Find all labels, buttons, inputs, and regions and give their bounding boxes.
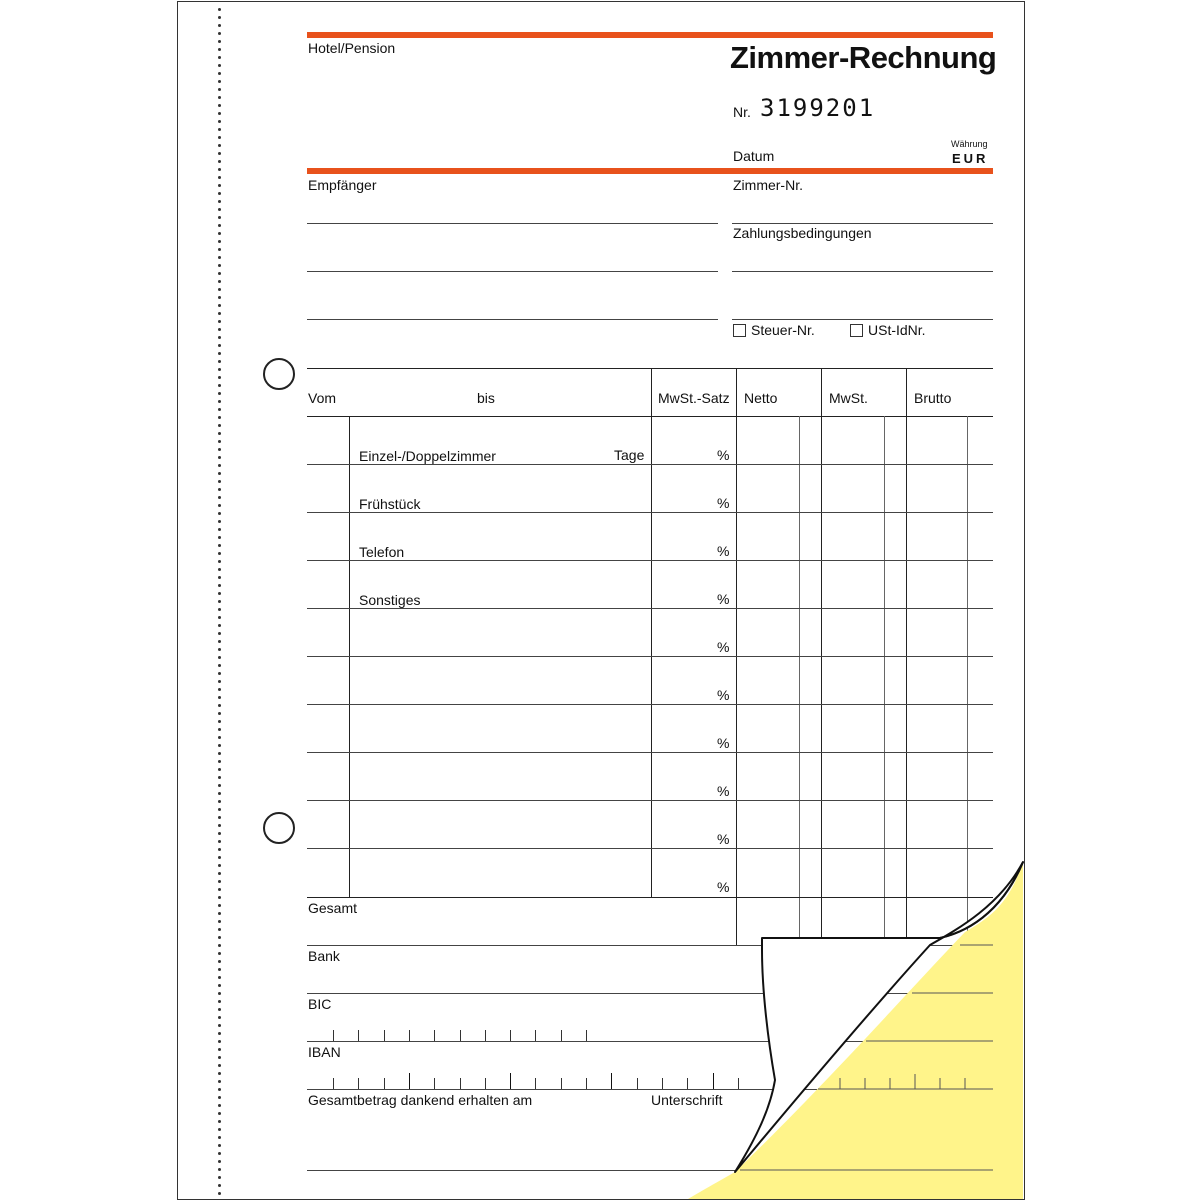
row-percent-sign: % <box>717 591 730 607</box>
bic-label: BIC <box>308 996 332 1012</box>
header-brutto: Brutto <box>914 390 952 406</box>
row-days-label: Tage <box>614 447 645 463</box>
header-netto: Netto <box>744 390 778 406</box>
form-title: Zimmer-Rechnung <box>730 40 997 75</box>
steuer-nr-label: Steuer-Nr. <box>751 322 815 338</box>
row-percent-sign: % <box>717 639 730 655</box>
row-percent-sign: % <box>717 495 730 511</box>
waehrung-label: Währung <box>951 139 988 149</box>
datum-label[interactable]: Datum <box>733 148 775 164</box>
row-percent-sign: % <box>717 543 730 559</box>
empfaenger-label: Empfänger <box>308 177 377 193</box>
header-bis: bis <box>477 390 495 406</box>
nr-label: Nr. <box>733 104 751 120</box>
bank-label: Bank <box>308 948 340 964</box>
header-mwst: MwSt. <box>829 390 868 406</box>
hotel-label: Hotel/Pension <box>308 40 396 56</box>
row-percent-sign: % <box>717 687 730 703</box>
row-percent-sign: % <box>717 831 730 847</box>
invoice-number: 3199201 <box>760 94 876 122</box>
zimmer-nr-label: Zimmer-Nr. <box>733 177 803 193</box>
header-vom: Vom <box>308 390 337 406</box>
row-description: Frühstück <box>359 496 421 512</box>
row-percent-sign: % <box>717 447 730 463</box>
ust-idnr-label: USt-IdNr. <box>868 322 926 338</box>
signature-label: Unterschrift <box>651 1092 723 1108</box>
row-description: Einzel-/Doppelzimmer <box>359 448 496 464</box>
header-mwst-satz: MwSt.-Satz <box>658 390 730 406</box>
currency-code: EUR <box>952 151 989 166</box>
row-description: Sonstiges <box>359 592 421 608</box>
row-percent-sign: % <box>717 879 730 895</box>
received-label: Gesamtbetrag dankend erhalten am <box>308 1092 533 1108</box>
gesamt-label: Gesamt <box>308 900 358 916</box>
iban-label: IBAN <box>308 1044 341 1060</box>
row-description: Telefon <box>359 544 405 560</box>
row-percent-sign: % <box>717 783 730 799</box>
row-percent-sign: % <box>717 735 730 751</box>
zahlungsbedingungen-label: Zahlungsbedingungen <box>733 225 872 241</box>
